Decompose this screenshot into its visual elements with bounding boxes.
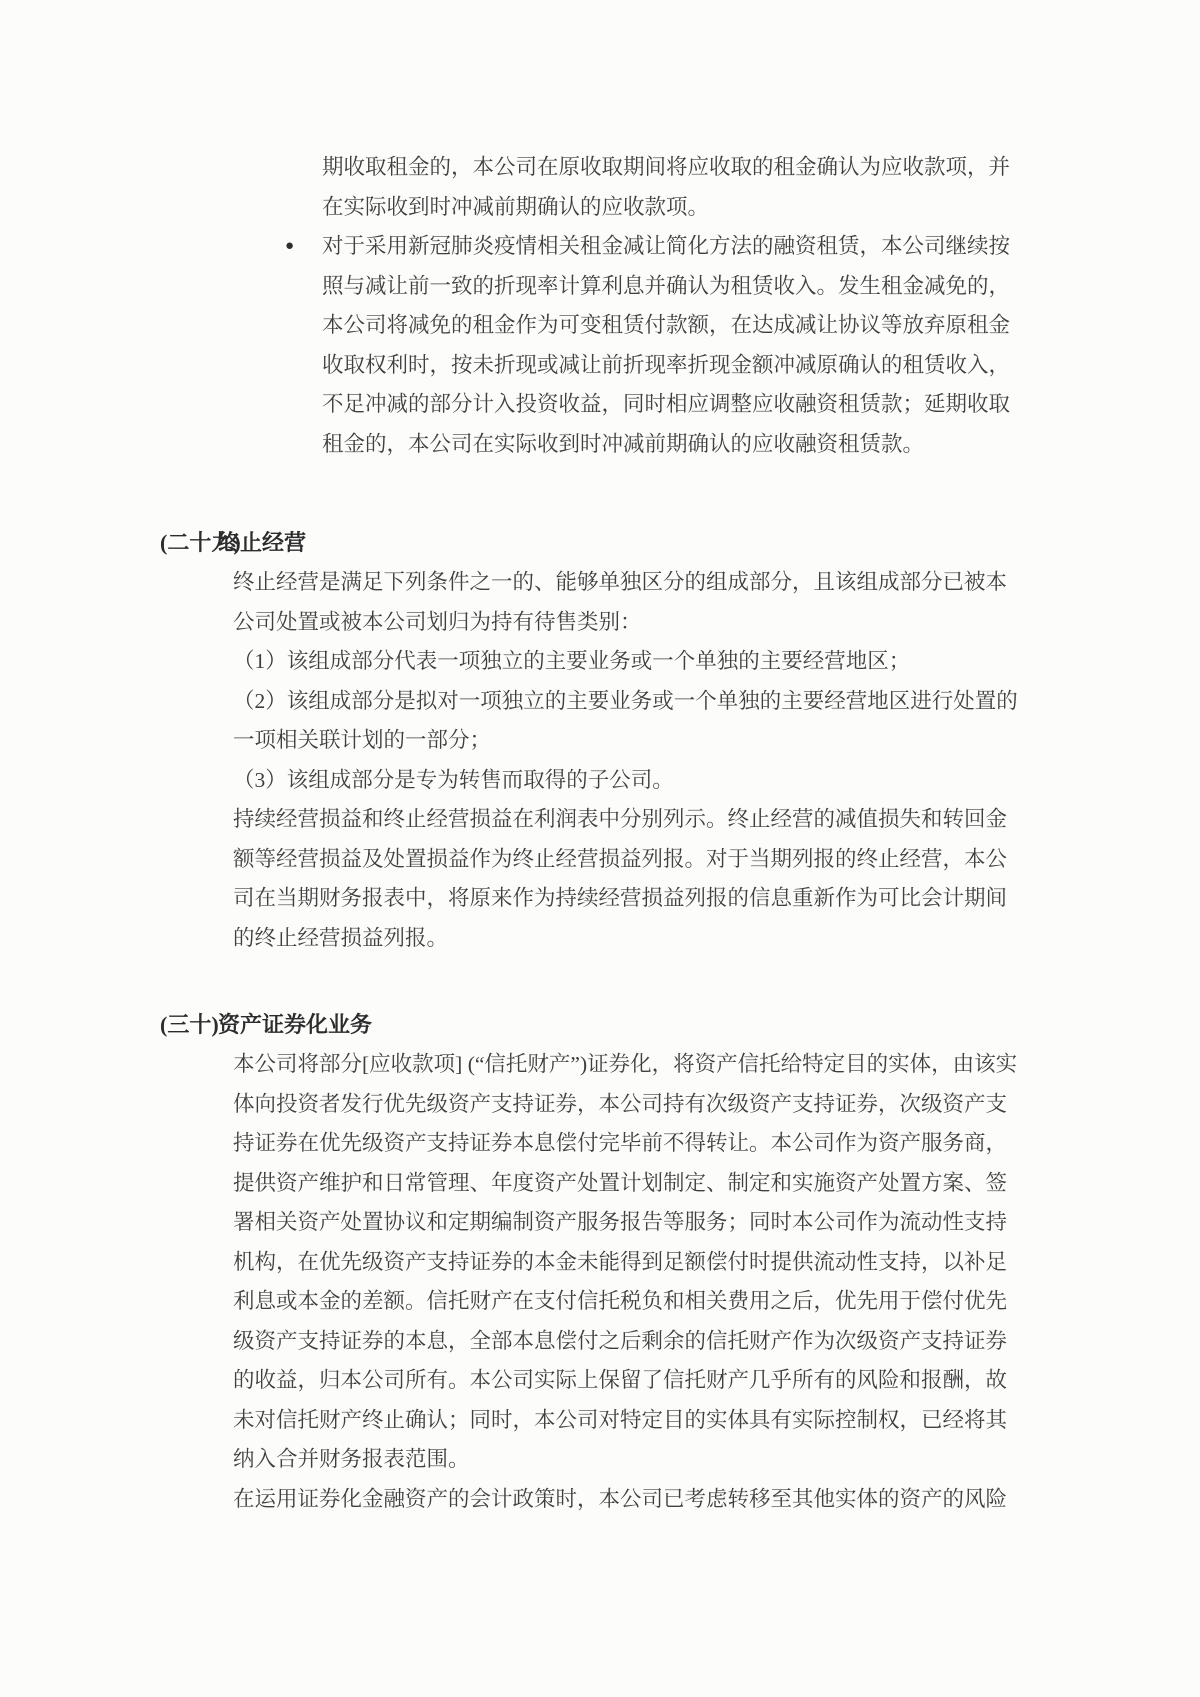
bullet-icon: ● [285, 238, 295, 254]
section-number: (二十九) [160, 530, 241, 555]
text-line: 提供资产维护和日常管理、年度资产处置计划制定、制定和实施资产处置方案、签 [233, 1170, 1008, 1195]
text-line: 在运用证券化金融资产的会计政策时，本公司已考虑转移至其他实体的资产的风险 [233, 1486, 1008, 1511]
text-line: 机构，在优先级资产支持证券的本金未能得到足额偿付时提供流动性支持，以补足 [233, 1249, 1008, 1274]
text-line: 的收益，归本公司所有。本公司实际上保留了信托财产几乎所有的风险和报酬，故 [233, 1368, 1008, 1392]
text-line: 的终止经营损益列报。 [233, 925, 449, 950]
text-line: 对于采用新冠肺炎疫情相关租金减让简化方法的融资租赁，本公司继续按 [322, 234, 1011, 258]
text-line: 持证券在优先级资产支持证券本息偿付完毕前不得转让。本公司作为资产服务商， [233, 1131, 1008, 1155]
text-line: 在实际收到时冲减前期确认的应收款项。 [322, 194, 710, 219]
text-line: 一项相关联计划的一部分； [233, 728, 492, 752]
text-line: 署相关资产处置协议和定期编制资产服务报告等服务；同时本公司作为流动性支持 [233, 1210, 1008, 1234]
section-title: 资产证券化业务 [218, 1012, 373, 1037]
text-line: （3）该组成部分是专为转售而取得的子公司。 [233, 767, 674, 792]
bullet-paragraph [322, 227, 1042, 464]
section-body [233, 1045, 1033, 1519]
section-asset-securitization [0, 1005, 1200, 1519]
text-line: 公司处置或被本公司划归为持有待售类别： [233, 609, 642, 634]
section-number: (三十) [160, 1012, 219, 1037]
text-line: 利息或本金的差额。信托财产在支付信托税负和相关费用之后，优先用于偿付优先 [233, 1289, 1008, 1313]
text-line: 终止经营是满足下列条件之一的、能够单独区分的组成部分，且该组成部分已被本 [233, 570, 1008, 594]
text-line: 本公司将减免的租金作为可变租赁付款额，在达成减让协议等放弃原租金 [322, 313, 1011, 337]
section-title: 终止经营 [218, 530, 307, 555]
text-line: 期收取租金的，本公司在原收取期间将应收取的租金确认为应收款项，并 [322, 155, 1011, 179]
text-line: 额等经营损益及处置损益作为终止经营损益列报。对于当期列报的终止经营，本公 [233, 846, 1008, 871]
text-line: 纳入合并财务报表范围。 [233, 1447, 470, 1471]
text-line: 司在当期财务报表中，将原来作为持续经营损益列报的信息重新作为可比会计期间 [233, 886, 1008, 910]
text-line: 未对信托财产终止确认；同时，本公司对特定目的实体具有实际控制权，已经将其 [233, 1407, 1008, 1432]
continuation-paragraph [322, 0, 1042, 227]
text-line: 本公司将部分[应收款项] (“信托财产”)证券化，将资产信托给特定目的实体，由该实 [233, 1052, 1018, 1076]
text-line: （1）该组成部分代表一项独立的主要业务或一个单独的主要经营地区； [233, 649, 911, 673]
text-line: 收取权利时，按未折现或减让前折现率折现金额冲减原确认的租赁收入， [322, 352, 1011, 377]
text-line: 体向投资者发行优先级资产支持证券，本公司持有次级资产支持证券，次级资产支 [233, 1091, 1008, 1116]
section-heading [0, 1005, 1200, 1045]
text-line: 照与减让前一致的折现率计算利息并确认为租赁收入。发生租金减免的， [322, 273, 1011, 298]
section-discontinued-operations [0, 523, 1200, 958]
section-body [233, 563, 1033, 958]
text-line: 级资产支持证券的本息，全部本息偿付之后剩余的信托财产作为次级资产支持证券 [233, 1328, 1008, 1353]
text-line: 租金的，本公司在实际收到时冲减前期确认的应收融资租赁款。 [322, 431, 925, 456]
section-heading [0, 523, 1200, 563]
text-line: 持续经营损益和终止经营损益在利润表中分别列示。终止经营的减值损失和转回金 [233, 807, 1008, 831]
bullet-item [285, 227, 1200, 464]
text-line: （2）该组成部分是拟对一项独立的主要业务或一个单独的主要经营地区进行处置的 [233, 688, 1018, 713]
text-line: 不足冲减的部分计入投资收益，同时相应调整应收融资租赁款；延期收取 [322, 392, 1011, 416]
